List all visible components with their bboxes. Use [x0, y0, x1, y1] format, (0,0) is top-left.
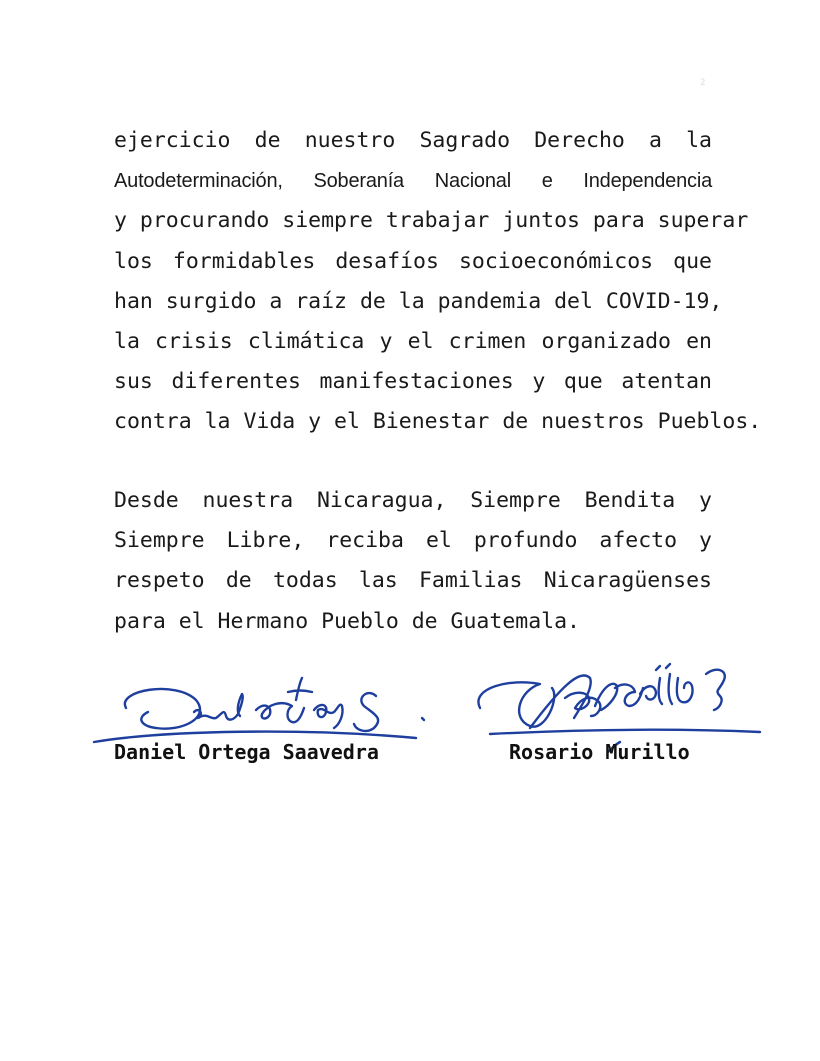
paragraph-line: respeto de todas las Familias Nicaragüenses: [114, 568, 712, 594]
paragraph-line: han surgido a raíz de la pandemia del COVID-19,: [114, 288, 723, 314]
paragraph-line: y procurando siempre trabajar juntos para superar: [114, 208, 749, 234]
paragraph-line: los formidables desafíos socioeconómicos que: [114, 248, 712, 274]
signer-name: Rosario Murillo: [509, 740, 690, 764]
signer-name: Daniel Ortega Saavedra: [114, 740, 379, 764]
paragraph-line: Desde nuestra Nicaragua, Siempre Bendita y: [114, 488, 712, 513]
paragraph-line: contra la Vida y el Bienestar de nuestros Pueblos.: [114, 409, 762, 435]
signature-block: [0, 640, 820, 780]
paragraph-line: la crisis climática y el crimen organizado en: [114, 329, 712, 355]
paragraph-1: [114, 121, 762, 443]
paragraph-line: Siempre Libre, reciba el profundo afecto y: [114, 528, 712, 554]
paragraph-line: sus diferentes manifestaciones y que atentan: [114, 369, 712, 395]
paragraph-line: para el Hermano Pueblo de Guatemala.: [114, 608, 580, 634]
paragraph-line: Autodeterminación, Soberanía Nacional e Independencia: [114, 170, 712, 193]
signature-ortega-handwritten: [86, 670, 446, 750]
page-number: 2: [700, 78, 706, 88]
paragraph-line: ejercicio de nuestro Sagrado Derecho a la: [114, 128, 712, 153]
paragraph-2: [114, 481, 712, 642]
